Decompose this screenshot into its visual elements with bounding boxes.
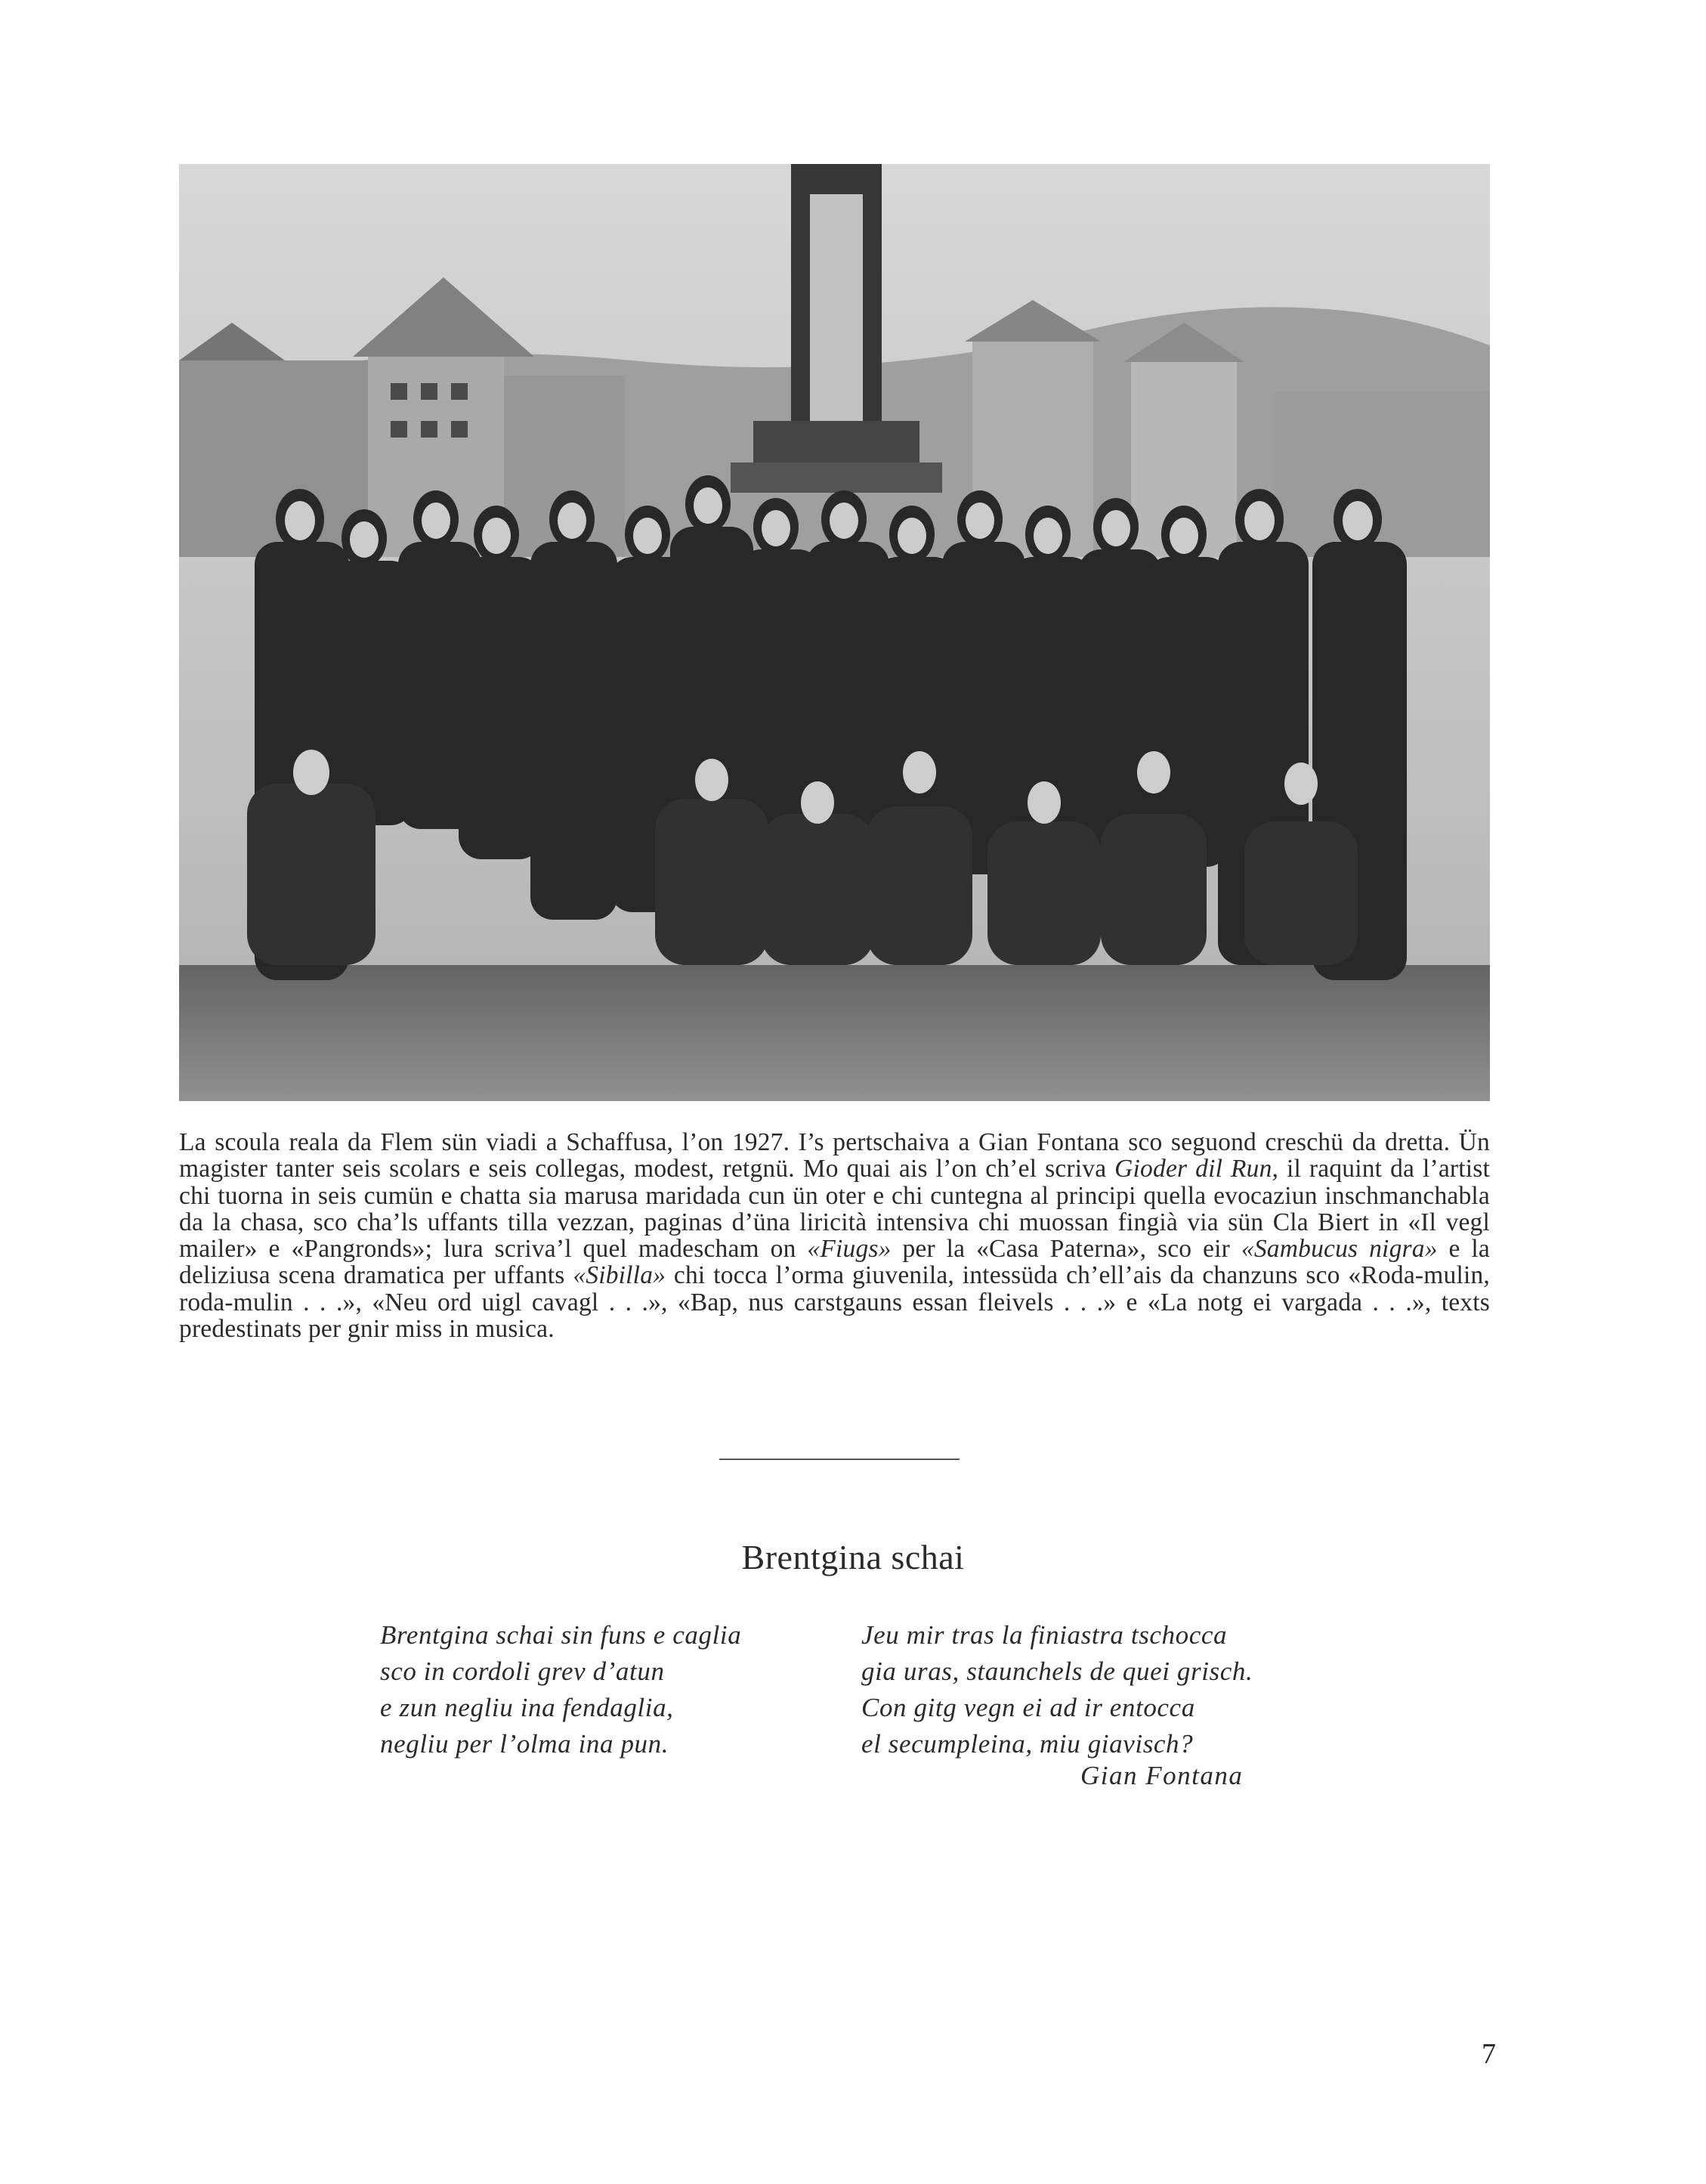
group-photo: [179, 164, 1490, 1101]
poem-line: sco in cordoli grev d’atun: [380, 1657, 665, 1686]
poem-line: negliu per l’olma ina pun.: [380, 1729, 669, 1759]
caption-title-sambucus: «Sambucus nigra»: [1241, 1235, 1438, 1264]
stanza-left: [380, 1617, 741, 1762]
caption-text-2: il raquint da l’artist chi tuorna in seis cumün e chatta sia marusa maridada cun ün oter e chi cuntegna al principi quella evocaziun inschmanchabla da la chasa, sco cha’ls uffants tilla vezzan, paginas d’üna liricità intensiva chi muossan fingià via sün Cla Biert in «Il vegl mailer» e «Pangronds»; lura scriva’l quel madescham on: [179, 1155, 1491, 1264]
caption-text: La scoula reala da Flem sün viadi a Schaffusa, l’on 1927. I’s pertschaiva a Gian Fontana sco seguond creschü da dretta. Ün magister tanter seis scolars e seis collegas, modest, retgnü. Mo quai ais l’on ch’el scriva: [179, 1128, 1490, 1183]
section-divider: [719, 1459, 960, 1460]
caption-title-fiugs: «Fiugs»: [807, 1235, 892, 1264]
caption-text-3: per la «Casa Paterna», sco eir: [891, 1235, 1241, 1264]
poem-line: Jeu mir tras la finiastra tschocca: [861, 1620, 1228, 1650]
caption-title-sibilla: «Sibilla»: [573, 1261, 666, 1290]
caption-title-gioder: Gioder dil Run,: [1114, 1155, 1279, 1183]
caption-text-5: chi tocca l’orma giuvenila, intessüda ch’ell’ais da chanzuns sco «Roda-mulin, roda-mulin . . .», «Neu ord uigl cavagl . . .», «Bap, nus carstgauns essan fleivels . . .» e «La notg ei vargada . . .», texts predestinats per gnir miss in musica.: [179, 1261, 1490, 1344]
poem-line: el secumpleina, miu giavisch?: [861, 1729, 1194, 1759]
caption-text-4: e la deliziusa scena dramatica per uffants: [179, 1235, 1490, 1290]
poem-line: Brentgina schai sin funs e caglia: [380, 1620, 742, 1650]
poem-title: Brentgina schai: [741, 1538, 965, 1576]
poem-author: Gian Fontana: [1080, 1761, 1244, 1790]
page-number: 7: [1482, 2038, 1496, 2070]
poem-line: Con gitg vegn ei ad ir entocca: [861, 1693, 1195, 1722]
photo-caption: [179, 1129, 1490, 1342]
group-photo-graphic: [179, 164, 1490, 1101]
stanza-right: [861, 1617, 1253, 1762]
poem-line: gia uras, staunchels de quei grisch.: [861, 1657, 1253, 1686]
poem-line: e zun negliu ina fendaglia,: [380, 1693, 674, 1722]
